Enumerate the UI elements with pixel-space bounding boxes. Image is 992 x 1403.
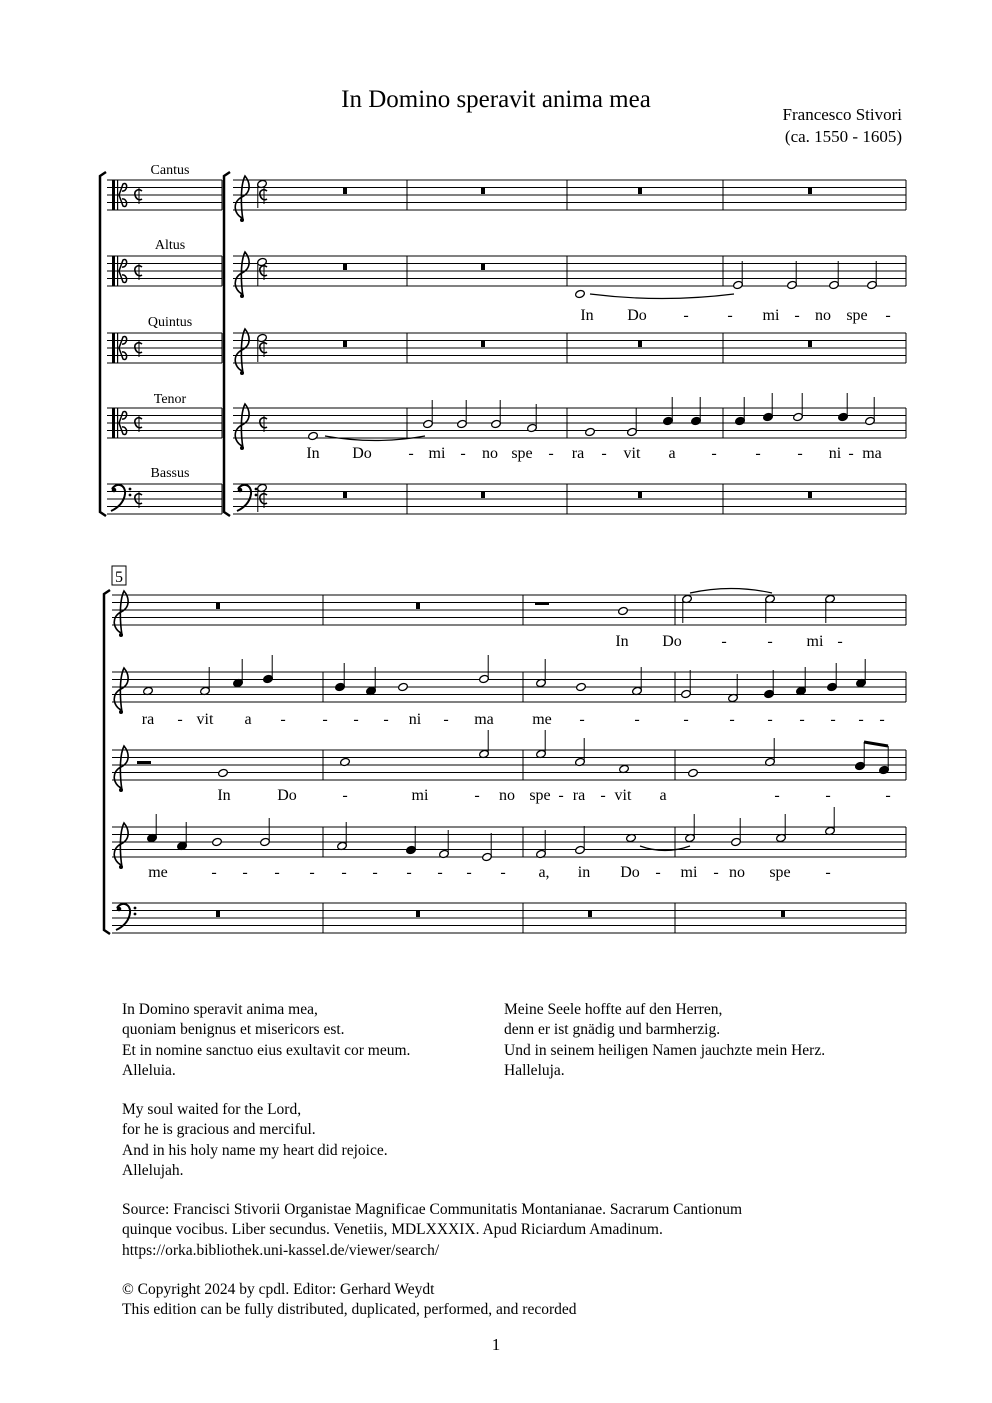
- note-icon: [632, 667, 643, 696]
- lyric-syllable: no: [499, 787, 515, 804]
- note-icon: [337, 822, 348, 851]
- note-icon: [257, 257, 268, 286]
- note-icon: [733, 261, 744, 290]
- voice-name-tenor: Tenor: [153, 392, 187, 407]
- lyric-syllable: a: [244, 711, 252, 728]
- lyric-syllable: a,: [538, 864, 550, 881]
- treble-clef-icon: [114, 668, 128, 714]
- lyric-syllable: Do: [277, 787, 297, 804]
- lyric-syllable: -: [600, 787, 606, 804]
- note-icon: [575, 289, 586, 298]
- staff: [107, 333, 222, 363]
- rest-icon: [535, 602, 549, 605]
- note-icon: [796, 667, 807, 696]
- lyric-syllable: -: [466, 864, 472, 881]
- measure-number: 5: [115, 569, 123, 586]
- note-icon: [728, 674, 739, 703]
- bass-clef-icon: [237, 485, 257, 511]
- lyric-syllable: -: [342, 787, 348, 804]
- rest-icon: [638, 341, 642, 347]
- lyric-syllable: Do: [662, 633, 682, 650]
- note-icon: [423, 400, 434, 429]
- lyric-syllable: -: [280, 711, 286, 728]
- lyric-syllable: Do: [620, 864, 640, 881]
- staff: [233, 180, 906, 210]
- note-icon: [787, 261, 798, 290]
- note-icon: [585, 427, 596, 436]
- lyric-syllable: -: [579, 711, 585, 728]
- note-icon: [257, 179, 268, 208]
- note-icon: [200, 667, 211, 696]
- lyric-syllable: -: [858, 711, 864, 728]
- lyric-syllable: -: [341, 864, 347, 881]
- tie: [690, 589, 772, 594]
- lyric-syllable: spe: [846, 307, 868, 324]
- note-icon: [825, 594, 836, 623]
- rest-icon: [343, 264, 347, 270]
- lyric-syllable: -: [825, 864, 831, 881]
- latin-line: Et in nomine sanctuo eius exultavit cor meum.: [122, 1041, 411, 1059]
- lyric-syllable: -: [383, 711, 389, 728]
- note-icon: [765, 738, 776, 767]
- note-icon: [263, 655, 274, 684]
- license-line: This edition can be fully distributed, duplicated, performed, and recorded: [122, 1301, 577, 1319]
- lyric-syllable: mi: [428, 445, 446, 462]
- note-icon: [763, 393, 774, 422]
- note-icon: [479, 730, 490, 759]
- lyric-syllable: -: [460, 445, 466, 462]
- piece-title: In Domino speravit anima mea: [341, 86, 651, 113]
- note-icon: [856, 659, 867, 688]
- note-icon: [491, 400, 502, 429]
- staff: [112, 672, 906, 702]
- lyric-syllable: -: [443, 711, 449, 728]
- latin-line: In Domino speravit anima mea,: [122, 1001, 318, 1018]
- note-icon: [838, 393, 849, 422]
- rest-icon: [343, 341, 347, 347]
- lyric-syllable: -: [837, 633, 843, 650]
- german-line: denn er ist gnädig und barmherzig.: [504, 1021, 721, 1039]
- copyright-note: [122, 1280, 902, 1321]
- note-icon: [688, 768, 699, 777]
- staff: [107, 408, 222, 438]
- composer-dates: (ca. 1550 - 1605): [784, 127, 902, 146]
- lyric-syllable: -: [721, 633, 727, 650]
- lyric-syllable: me: [148, 864, 168, 881]
- german-line: Meine Seele hoffte auf den Herren,: [504, 1001, 723, 1018]
- lyric-syllable: In: [306, 445, 320, 462]
- note-icon: [260, 818, 271, 847]
- treble-clef-icon: [235, 252, 249, 298]
- german-text: [504, 1000, 825, 1081]
- tie: [590, 294, 734, 299]
- lyric-syllable: mi: [680, 864, 698, 881]
- lyric-syllable: -: [755, 445, 761, 462]
- lyric-syllable: no: [815, 307, 831, 324]
- lyric-syllable: -: [797, 445, 803, 462]
- staff: [107, 180, 222, 210]
- note-icon: [731, 818, 742, 847]
- voice-name-quintus: Quintus: [147, 315, 193, 330]
- lyric-syllable: -: [879, 711, 885, 728]
- lyric-syllable: -: [634, 711, 640, 728]
- note-icon: [793, 393, 804, 422]
- latin-line: quoniam benignus et misericors est.: [122, 1021, 345, 1039]
- lyric-syllable: -: [406, 864, 412, 881]
- note-icon: [685, 814, 696, 843]
- english-line: And in his holy name my heart did rejoice.: [122, 1141, 388, 1159]
- lyric-syllable: -: [885, 307, 891, 324]
- rest-icon: [343, 492, 347, 498]
- lyric-syllable: Do: [352, 445, 372, 462]
- note-icon: [825, 807, 836, 836]
- lyric-syllable: -: [799, 711, 805, 728]
- lyric-syllable: -: [322, 711, 328, 728]
- note-icon: [764, 670, 775, 699]
- note-icon: [865, 397, 876, 426]
- lyric-syllable: ma: [474, 711, 494, 728]
- lyric-syllable: no: [729, 864, 745, 881]
- page-number: 1: [491, 1335, 501, 1354]
- note-icon: [479, 655, 490, 684]
- note-icon: [218, 768, 229, 777]
- lyric-syllable: vit: [623, 445, 641, 462]
- lyric-syllable: In: [615, 633, 629, 650]
- lyric-syllable: -: [774, 787, 780, 804]
- staff: [107, 256, 222, 286]
- rest-icon: [481, 188, 485, 194]
- beam: [864, 742, 888, 746]
- note-icon: [827, 663, 838, 692]
- rest-icon: [481, 492, 485, 498]
- note-icon: [335, 663, 346, 692]
- lyric-syllable: -: [683, 711, 689, 728]
- lyric-syllable: spe: [511, 445, 533, 462]
- source-line: Source: Francisci Stivorii Organistae Magnificae Communitatis Montanianae. Sacrarum Cantionum: [122, 1201, 743, 1218]
- treble-clef-icon: [235, 329, 249, 375]
- copyright-line: © Copyright 2024 by cpdl. Editor: Gerhard Weydt: [122, 1281, 435, 1298]
- lyric-syllable: -: [309, 864, 315, 881]
- system-bracket: [224, 172, 230, 516]
- staff: [233, 484, 906, 514]
- staff: [112, 903, 906, 933]
- lyric-syllable: ra: [141, 711, 155, 728]
- lyric-syllable: -: [558, 787, 564, 804]
- note-icon: [177, 822, 188, 851]
- note-icon: [576, 682, 587, 691]
- bass-clef-icon: [111, 485, 131, 511]
- rest-icon: [638, 492, 642, 498]
- note-icon: [627, 408, 638, 437]
- lyric-syllable: In: [580, 307, 594, 324]
- lyric-syllable: -: [767, 711, 773, 728]
- lyric-syllable: -: [274, 864, 280, 881]
- note-icon: [618, 606, 629, 615]
- lyric-syllable: -: [713, 864, 719, 881]
- composer-name: Francesco Stivori: [782, 105, 902, 124]
- latin-text: [122, 1000, 410, 1081]
- lyric-syllable: -: [177, 711, 183, 728]
- rest-icon: [588, 911, 592, 917]
- lyric-syllable: in: [577, 864, 591, 881]
- lyric-syllable: -: [848, 445, 854, 462]
- lyric-syllable: -: [729, 711, 735, 728]
- lyric-syllable: spe: [769, 864, 791, 881]
- lyric-syllable: me: [532, 711, 552, 728]
- lyric-syllable: -: [601, 445, 607, 462]
- rest-icon: [481, 264, 485, 270]
- source-url: https://orka.bibliothek.uni-kassel.de/viewer/search/: [122, 1241, 440, 1259]
- rest-icon: [808, 341, 812, 347]
- note-icon: [765, 594, 776, 623]
- lyric-syllable: -: [242, 864, 248, 881]
- treble-clef-icon: [235, 176, 249, 222]
- rest-icon: [216, 603, 220, 609]
- lyric-syllable: -: [794, 307, 800, 324]
- lyric-syllable: -: [885, 787, 891, 804]
- lyric-syllable: -: [655, 864, 661, 881]
- note-icon: [776, 814, 787, 843]
- lyric-syllable: mi: [411, 787, 429, 804]
- source-note: [122, 1200, 902, 1261]
- rest-icon: [481, 341, 485, 347]
- lyric-syllable: ra: [571, 445, 585, 462]
- treble-clef-icon: [114, 746, 128, 792]
- lyric-syllable: ra: [572, 787, 586, 804]
- system-bracket: [104, 590, 110, 934]
- lyric-syllable: -: [437, 864, 443, 881]
- lyric-syllable: -: [767, 633, 773, 650]
- lyric-syllable: -: [211, 864, 217, 881]
- lyric-syllable: -: [825, 787, 831, 804]
- staff: [233, 408, 906, 438]
- note-icon: [829, 261, 840, 290]
- rest-icon: [808, 188, 812, 194]
- staff: [112, 827, 906, 857]
- rest-icon: [137, 761, 151, 764]
- lyric-syllable: vit: [614, 787, 632, 804]
- english-line: Allelujah.: [122, 1161, 184, 1179]
- note-icon: [681, 670, 692, 699]
- english-line: My soul waited for the Lord,: [122, 1101, 302, 1118]
- english-text: [122, 1100, 388, 1181]
- voice-name-bassus: Bassus: [150, 466, 190, 481]
- rest-icon: [638, 188, 642, 194]
- note-icon: [867, 261, 878, 290]
- latin-line: Alleluia.: [122, 1061, 176, 1079]
- lyric-syllable: -: [353, 711, 359, 728]
- rest-icon: [216, 911, 220, 917]
- staff: [233, 333, 906, 363]
- lyric-syllable: -: [830, 711, 836, 728]
- lyric-syllable: -: [548, 445, 554, 462]
- lyric-syllable: In: [217, 787, 231, 804]
- rest-icon: [343, 188, 347, 194]
- treble-clef-icon: [114, 823, 128, 869]
- lyric-syllable: Do: [627, 307, 647, 324]
- source-line: quinque vocibus. Liber secundus. Venetiis, MDLXXXIX. Apud Riciardum Amadinum.: [122, 1221, 663, 1239]
- lyric-syllable: -: [408, 445, 414, 462]
- rest-icon: [416, 911, 420, 917]
- lyric-syllable: vit: [196, 711, 214, 728]
- note-icon: [457, 400, 468, 429]
- lyric-syllable: mi: [762, 307, 780, 324]
- german-line: Halleluja.: [504, 1061, 565, 1079]
- lyric-syllable: no: [482, 445, 498, 462]
- lyric-syllable: -: [372, 864, 378, 881]
- note-icon: [398, 682, 409, 691]
- rest-icon: [808, 492, 812, 498]
- note-icon: [575, 738, 586, 767]
- rest-icon: [781, 911, 785, 917]
- note-icon: [308, 431, 319, 440]
- german-line: Und in seinem heiligen Namen jauchzte mein Herz.: [504, 1041, 826, 1059]
- lyric-syllable: a: [659, 787, 667, 804]
- bass-clef-icon: [116, 904, 136, 930]
- note-icon: [663, 397, 674, 426]
- note-icon: [575, 826, 586, 855]
- lyric-syllable: spe: [529, 787, 551, 804]
- note-icon: [691, 397, 702, 426]
- score-system-1: [100, 163, 906, 516]
- staff: [112, 750, 906, 780]
- score-system-2: [104, 566, 906, 934]
- lyric-syllable: -: [711, 445, 717, 462]
- treble-clef-icon: [235, 404, 249, 450]
- note-icon: [682, 594, 693, 623]
- voice-name-cantus: Cantus: [150, 163, 190, 178]
- system-bracket: [100, 172, 106, 516]
- note-icon: [735, 397, 746, 426]
- lyric-syllable: -: [727, 307, 733, 324]
- note-icon: [536, 659, 547, 688]
- treble-clef-icon: [114, 591, 128, 637]
- note-icon: [406, 826, 417, 855]
- note-icon: [147, 814, 158, 843]
- note-icon: [212, 837, 223, 846]
- rest-icon: [416, 603, 420, 609]
- lyric-syllable: a: [668, 445, 676, 462]
- voice-name-altus: Altus: [154, 238, 186, 253]
- english-line: for he is gracious and merciful.: [122, 1121, 316, 1139]
- lyric-syllable: -: [474, 787, 480, 804]
- staff: [233, 256, 906, 286]
- lyric-syllable: ni: [828, 445, 842, 462]
- staff: [112, 595, 906, 625]
- note-icon: [482, 833, 493, 862]
- note-icon: [536, 730, 547, 759]
- note-icon: [257, 483, 268, 512]
- note-icon: [855, 742, 866, 771]
- lyric-syllable: -: [683, 307, 689, 324]
- lyric-syllable: mi: [806, 633, 824, 650]
- lyric-syllable: ni: [408, 711, 422, 728]
- note-icon: [233, 659, 244, 688]
- note-icon: [366, 667, 377, 696]
- lyric-syllable: -: [500, 864, 506, 881]
- lyric-syllable: ma: [862, 445, 882, 462]
